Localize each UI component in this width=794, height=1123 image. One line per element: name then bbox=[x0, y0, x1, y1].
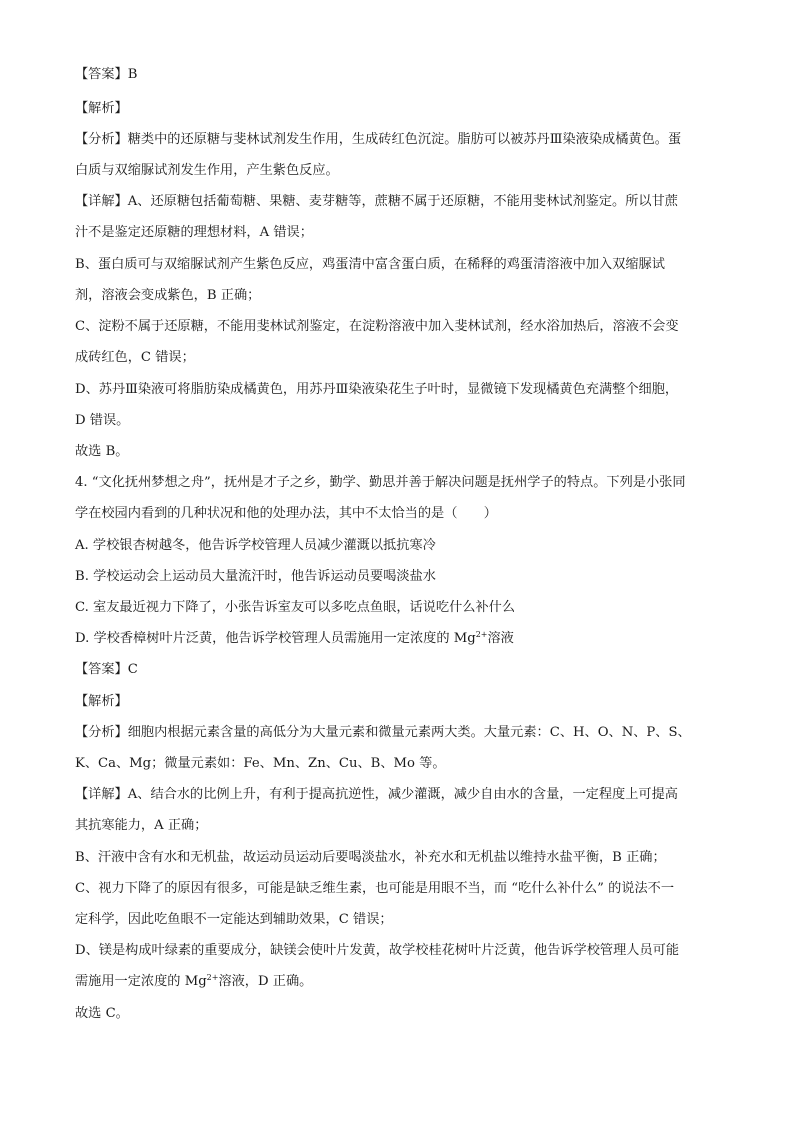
q4-detail-line-2: 其抗寒能力，A 正确； bbox=[75, 818, 208, 833]
q4-answer: 【答案】C bbox=[75, 662, 138, 677]
q4-analysis-label: 【解析】 bbox=[75, 694, 128, 709]
q4-detail-line-7 bbox=[75, 973, 725, 991]
q3-analysis-label: 【解析】 bbox=[75, 101, 128, 116]
q4-detail-line-7-text: 需施用一定浓度的 Mg bbox=[75, 974, 207, 989]
q4-stem-line-2: 学在校园内看到的几种状况和他的处理办法，其中不太恰当的是（ ） bbox=[75, 506, 497, 521]
q4-option-b: B. 学校运动会上运动员大量流汗时，他告诉运动员要喝淡盐水 bbox=[75, 569, 436, 584]
q3-analysis-line-1: 【分析】糖类中的还原糖与斐林试剂发生作用，生成砖红色沉淀。脂肪可以被苏丹Ⅲ染液染成橘黄色。蛋 bbox=[75, 132, 682, 147]
q4-detail-line-7-suffix: 溶液，D 正确。 bbox=[218, 974, 313, 989]
q4-analysis-line-2: K、Ca、Mg；微量元素如：Fe、Mn、Zn、Cu、B、Mo 等。 bbox=[75, 756, 446, 771]
q3-detail-line-6: 成砖红色，C 错误； bbox=[75, 350, 195, 365]
q4-option-d bbox=[75, 630, 725, 648]
q3-answer: 【答案】B bbox=[75, 67, 138, 82]
q4-detail-line-7-superscript: 2+ bbox=[206, 973, 219, 982]
q3-conclusion: 故选 B。 bbox=[75, 444, 129, 459]
q4-option-d-suffix: 溶液 bbox=[487, 631, 514, 646]
q3-detail-line-5: C、淀粉不属于还原糖，不能用斐林试剂鉴定，在淀粉溶液中加入斐林试剂，经水浴加热后，溶液不会变 bbox=[75, 319, 679, 334]
q3-detail-line-4: 剂，溶液会变成紫色，B 正确； bbox=[75, 288, 261, 303]
q4-detail-line-1: 【详解】A、结合水的比例上升，有利于提高抗逆性，减少灌溉，减少自由水的含量，一定程度上可提高 bbox=[75, 787, 678, 802]
q4-stem-line-1: 4. “文化抚州梦想之舟”，抚州是才子之乡，勤学、勤思并善于解决问题是抚州学子的特点。下列是小张同 bbox=[75, 475, 686, 490]
q4-option-c: C. 室友最近视力下降了，小张告诉室友可以多吃点鱼眼，话说吃什么补什么 bbox=[75, 600, 516, 615]
q3-analysis-line-2: 白质与双缩脲试剂发生作用，产生紫色反应。 bbox=[75, 163, 339, 178]
q3-detail-line-7: D、苏丹Ⅲ染液可将脂肪染成橘黄色，用苏丹Ⅲ染液染花生子叶时，显微镜下发现橘黄色充满整个细胞， bbox=[75, 382, 679, 397]
q3-detail-line-2: 汁不是鉴定还原糖的理想材料，A 错误； bbox=[75, 225, 313, 240]
q4-detail-line-4: C、视力下降了的原因有很多，可能是缺乏维生素，也可能是用眼不当，而 “吃什么补什么” 的说法不一 bbox=[75, 881, 675, 896]
q4-detail-line-6: D、镁是构成叶绿素的重要成分，缺镁会使叶片发黄，故学校桂花树叶片泛黄，他告诉学校管理人员可能 bbox=[75, 943, 680, 958]
q4-analysis-line-1: 【分析】细胞内根据元素含量的高低分为大量元素和微量元素两大类。大量元素：C、H、O、N、P、S、 bbox=[75, 725, 691, 740]
q4-detail-line-5: 定科学，因此吃鱼眼不一定能达到辅助效果，C 错误； bbox=[75, 912, 393, 927]
q4-option-d-text: D. 学校香樟树叶片泛黄，他告诉学校管理人员需施用一定浓度的 Mg bbox=[75, 631, 476, 646]
q4-detail-line-3: B、汗液中含有水和无机盐，故运动员运动后要喝淡盐水，补充水和无机盐以维持水盐平衡，B 正确； bbox=[75, 850, 666, 865]
q3-detail-line-1: 【详解】A、还原糖包括葡萄糖、果糖、麦芽糖等，蔗糖不属于还原糖，不能用斐林试剂鉴定。所以甘蔗 bbox=[75, 194, 678, 209]
q3-detail-line-3: B、蛋白质可与双缩脲试剂产生紫色反应，鸡蛋清中富含蛋白质，在稀释的鸡蛋清溶液中加入双缩脲试 bbox=[75, 257, 665, 272]
q4-conclusion: 故选 C。 bbox=[75, 1006, 129, 1021]
q3-detail-line-8: D 错误。 bbox=[75, 413, 130, 428]
q4-option-a: A. 学校银杏树越冬，他告诉学校管理人员减少灌溉以抵抗寒冷 bbox=[75, 538, 436, 553]
q4-option-d-superscript: 2+ bbox=[475, 630, 488, 639]
